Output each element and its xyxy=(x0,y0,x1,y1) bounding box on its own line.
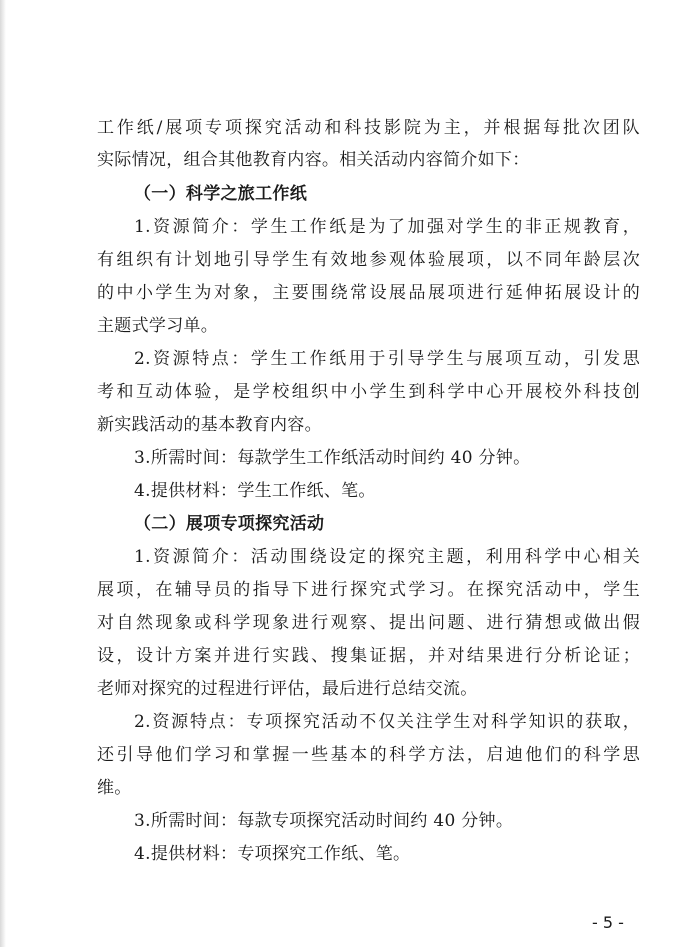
body-text-line: 设，设计方案并进行实践、搜集证据，并对结果进行分析论证； xyxy=(97,646,640,666)
body-text-line: 1.资源简介：学生工作纸是为了加强对学生的非正规教育， xyxy=(134,217,640,237)
body-text-line: 2.资源特点：学生工作纸用于引导学生与展项互动，引发思 xyxy=(134,349,640,369)
body-text-line: 考和互动体验，是学校组织中小学生到科学中心开展校外科技创 xyxy=(97,382,640,402)
body-text-line: 3.所需时间：每款专项探究活动时间约 40 分钟。 xyxy=(134,811,514,831)
body-text-line: 4.提供材料：学生工作纸、笔。 xyxy=(134,481,376,501)
body-text-line: 1.资源简介：活动围绕设定的探究主题，利用科学中心相关 xyxy=(134,547,640,567)
body-text-line: 新实践活动的基本教育内容。 xyxy=(97,415,322,435)
body-text-line: 有组织有计划地引导学生有效地参观体验展项，以不同年龄层次 xyxy=(97,250,640,270)
body-text-line: 4.提供材料：专项探究工作纸、笔。 xyxy=(134,844,411,864)
section-heading-science-journey-worksheet: （一）科学之旅工作纸 xyxy=(134,184,307,204)
body-text-line: 对自然现象或科学现象进行观察、提出问题、进行猜想或做出假 xyxy=(97,613,640,633)
body-text-line: 主题式学习单。 xyxy=(97,316,219,336)
body-text-line: 维。 xyxy=(97,778,132,798)
body-text-line: 3.所需时间：每款学生工作纸活动时间约 40 分钟。 xyxy=(134,448,531,468)
body-text-line: 展项，在辅导员的指导下进行探究式学习。在探究活动中，学生 xyxy=(97,580,640,600)
body-text-line: 老师对探究的过程进行评估，最后进行总结交流。 xyxy=(97,679,478,699)
section-heading-exhibit-inquiry-activity: （二）展项专项探究活动 xyxy=(134,514,325,534)
page-number: - 5 - xyxy=(592,913,624,932)
body-text-line: 2.资源特点：专项探究活动不仅关注学生对科学知识的获取， xyxy=(134,712,640,732)
body-text-line: 实际情况，组合其他教育内容。相关活动内容简介如下： xyxy=(97,150,530,170)
body-text-line: 工作纸/展项专项探究活动和科技影院为主，并根据每批次团队 xyxy=(97,118,640,138)
body-text-line: 还引导他们学习和掌握一些基本的科学方法，启迪他们的科学思 xyxy=(97,745,640,765)
page-edge-shadow xyxy=(0,0,6,947)
body-text-line: 的中小学生为对象，主要围绕常设展品展项进行延伸拓展设计的 xyxy=(97,283,640,303)
